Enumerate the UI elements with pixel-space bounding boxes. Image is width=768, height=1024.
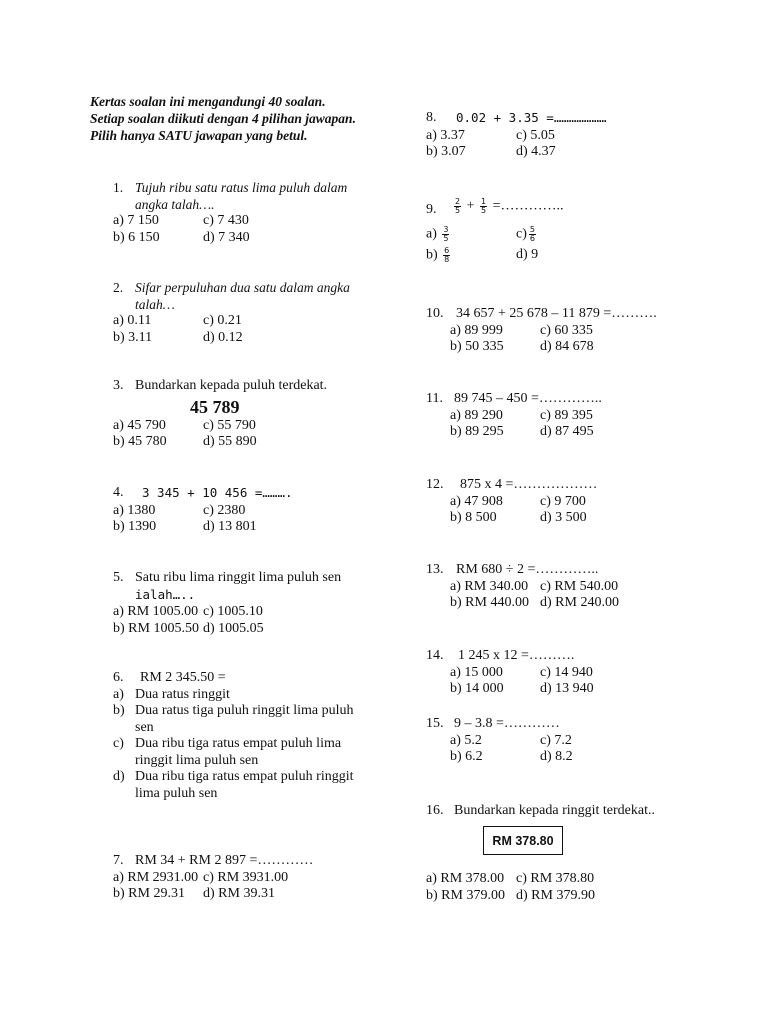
option-a[interactable]: a) 45 790 bbox=[113, 417, 166, 433]
option-d[interactable]: d) 0.12 bbox=[203, 329, 243, 345]
question-stem-tail: =………….. bbox=[492, 198, 564, 214]
question-number: 12. bbox=[426, 477, 444, 492]
option-d[interactable]: d) 1005.05 bbox=[203, 620, 264, 636]
option-a[interactable]: a) 7 150 bbox=[113, 213, 159, 228]
option-a[interactable]: a) 47 908 bbox=[450, 493, 503, 509]
option-c[interactable]: c) RM 3931.00 bbox=[203, 869, 289, 885]
amount-box: RM 378.80 bbox=[483, 826, 563, 855]
question-6 bbox=[113, 670, 383, 802]
option-c[interactable]: c) 14 940 bbox=[540, 664, 593, 680]
option-b[interactable]: b) 3.11 bbox=[113, 329, 153, 345]
question-16-options bbox=[426, 871, 726, 904]
option-b[interactable]: b) RM 1005.50 bbox=[113, 620, 199, 636]
question-number: 4. bbox=[113, 485, 124, 500]
question-3 bbox=[113, 378, 383, 451]
options bbox=[113, 503, 383, 536]
option-b[interactable]: b) 89 295 bbox=[450, 424, 504, 439]
question-13 bbox=[426, 562, 726, 612]
question-value: 45 789 bbox=[190, 396, 240, 417]
option-b[interactable]: b) 14 000 bbox=[450, 681, 504, 696]
option-a[interactable]: a) $\frac{3}{5}$ bbox=[426, 225, 449, 243]
option-b[interactable]: b) 6 150 bbox=[113, 229, 160, 245]
option-a[interactable]: a) RM 2931.00 bbox=[113, 869, 199, 885]
option-c[interactable] bbox=[113, 736, 383, 769]
options bbox=[113, 604, 383, 637]
options bbox=[450, 323, 726, 356]
question-stem: Bundarkan kepada ringgit terdekat.. bbox=[454, 803, 655, 818]
question-stem-cont: talah… bbox=[135, 296, 175, 312]
option-b[interactable]: b) 3.07 bbox=[426, 144, 466, 159]
option-a[interactable]: a) 1380 bbox=[113, 502, 156, 518]
option-d[interactable]: d) 13 801 bbox=[203, 519, 257, 534]
question-number: 3. bbox=[113, 378, 124, 393]
options bbox=[450, 579, 726, 612]
option-c[interactable]: c) 7 430 bbox=[203, 213, 249, 228]
option-label: b) bbox=[113, 703, 125, 718]
option-d[interactable]: d) RM 39.31 bbox=[203, 886, 275, 901]
option-a[interactable]: a) 3.37 bbox=[426, 127, 465, 143]
question-15 bbox=[426, 716, 726, 766]
option-c[interactable]: c) 5.05 bbox=[516, 127, 555, 143]
fraction: $\frac{2}{5}$ bbox=[455, 197, 461, 215]
option-d[interactable]: d) 55 890 bbox=[203, 434, 257, 449]
instructions bbox=[90, 93, 356, 144]
question-2 bbox=[113, 280, 383, 346]
question-10 bbox=[426, 306, 726, 356]
question-number: 8. bbox=[426, 110, 437, 125]
question-number: 6. bbox=[113, 670, 124, 685]
option-a[interactable]: a) RM 378.00 bbox=[426, 871, 505, 886]
fraction: $\frac{1}{5}$ bbox=[481, 197, 487, 215]
option-a[interactable] bbox=[113, 687, 383, 704]
options bbox=[450, 408, 726, 441]
options bbox=[450, 733, 726, 766]
question-7 bbox=[113, 853, 383, 903]
option-b[interactable]: b) 50 335 bbox=[450, 339, 504, 354]
option-d[interactable]: d) 13 940 bbox=[540, 681, 594, 696]
question-number: 7. bbox=[113, 853, 124, 868]
option-d[interactable]: d) 4.37 bbox=[516, 144, 556, 159]
option-b[interactable]: b) 6.2 bbox=[450, 749, 483, 764]
option-a[interactable]: a) RM 340.00 bbox=[450, 578, 529, 594]
question-number: 2. bbox=[113, 280, 124, 295]
option-d[interactable]: d) 84 678 bbox=[540, 339, 594, 354]
question-1 bbox=[113, 180, 383, 246]
question-number: 10. bbox=[426, 306, 444, 321]
question-stem: 9 – 3.8 =………… bbox=[454, 716, 560, 731]
option-d[interactable]: d) 9 bbox=[516, 247, 539, 263]
question-4 bbox=[113, 485, 383, 536]
option-c[interactable]: c) RM 540.00 bbox=[540, 578, 619, 594]
option-c[interactable]: c) RM 378.80 bbox=[516, 871, 595, 886]
question-9 bbox=[426, 198, 726, 264]
option-text: Dua ribu tiga ratus empat puluh ringgit bbox=[135, 769, 354, 784]
option-d[interactable]: d) 3 500 bbox=[540, 510, 587, 525]
option-text-cont: sen bbox=[135, 719, 154, 735]
options bbox=[113, 213, 383, 246]
option-c[interactable]: c) 55 790 bbox=[203, 417, 256, 433]
question-14 bbox=[426, 648, 726, 698]
option-b[interactable]: b) 8 500 bbox=[450, 510, 497, 525]
question-number: 15. bbox=[426, 716, 444, 731]
question-number: 16. bbox=[426, 803, 444, 818]
question-stem: 3 345 + 10 456 =………. bbox=[142, 485, 293, 500]
instructions-line-2: Setiap soalan diikuti dengan 4 pilihan jawapan. bbox=[90, 111, 356, 126]
question-number: 9. bbox=[426, 202, 437, 217]
option-label: d) bbox=[113, 769, 125, 784]
option-a[interactable]: a) 0.11 bbox=[113, 313, 152, 328]
option-text-cont: lima puluh sen bbox=[135, 785, 218, 801]
options bbox=[426, 226, 726, 264]
option-b[interactable]: b) $\frac{6}{8}$ bbox=[426, 246, 450, 265]
question-stem-cont: ialah….. bbox=[135, 586, 196, 602]
question-stem: Satu ribu lima ringgit lima puluh sen bbox=[135, 570, 342, 585]
question-stem: RM 34 + RM 2 897 =………… bbox=[135, 853, 314, 868]
question-number: 13. bbox=[426, 562, 444, 577]
option-b[interactable]: b) 1390 bbox=[113, 519, 157, 534]
option-c[interactable]: c) 60 335 bbox=[540, 322, 593, 338]
option-label: c) bbox=[113, 736, 124, 751]
question-stem: Sifar perpuluhan dua satu dalam angka bbox=[135, 280, 350, 295]
option-text: Dua ratus ringgit bbox=[135, 686, 230, 702]
question-stem: 875 x 4 =……………… bbox=[460, 477, 598, 492]
option-text-cont: ringgit lima puluh sen bbox=[135, 752, 259, 768]
option-c[interactable]: c) 2380 bbox=[203, 502, 246, 518]
option-a[interactable]: a) RM 1005.00 bbox=[113, 604, 199, 619]
options bbox=[113, 313, 383, 346]
question-stem: RM 2 345.50 = bbox=[140, 670, 226, 685]
option-b[interactable]: b) RM 379.00 bbox=[426, 887, 505, 903]
option-a[interactable]: a) 15 000 bbox=[450, 664, 503, 680]
instructions-line-1: Kertas soalan ini mengandungi 40 soalan. bbox=[90, 94, 326, 109]
question-stem: Bundarkan kepada puluh terdekat. bbox=[135, 378, 328, 393]
question-stem: 89 745 – 450 =………….. bbox=[454, 391, 602, 406]
option-b[interactable]: b) RM 29.31 bbox=[113, 886, 185, 901]
option-d[interactable] bbox=[113, 769, 383, 802]
option-label: a) bbox=[113, 686, 124, 702]
option-c[interactable]: c) 89 395 bbox=[540, 407, 593, 423]
option-a[interactable]: a) 5.2 bbox=[450, 732, 482, 748]
option-c[interactable]: c) $\frac{5}{6}$ bbox=[516, 225, 535, 243]
option-a[interactable]: a) 89 999 bbox=[450, 322, 503, 338]
question-stem: 1 245 x 12 =………. bbox=[458, 648, 575, 663]
question-stem: Tujuh ribu satu ratus lima puluh dalam bbox=[135, 180, 348, 195]
question-stem-cont: angka talah…. bbox=[135, 196, 215, 212]
question-11 bbox=[426, 391, 726, 441]
options bbox=[426, 128, 726, 161]
option-c[interactable]: c) 9 700 bbox=[540, 493, 586, 509]
option-c[interactable]: c) 7.2 bbox=[540, 732, 572, 748]
question-stem: RM 680 ÷ 2 =………….. bbox=[456, 562, 599, 577]
instructions-line-3: Pilih hanya SATU jawapan yang betul. bbox=[90, 128, 308, 143]
option-c[interactable]: c) 1005.10 bbox=[203, 604, 263, 619]
option-a[interactable]: a) 89 290 bbox=[450, 407, 503, 423]
question-number: 11. bbox=[426, 391, 443, 406]
question-12 bbox=[426, 477, 726, 527]
option-c[interactable]: c) 0.21 bbox=[203, 313, 242, 328]
option-text: Dua ribu tiga ratus empat puluh lima bbox=[135, 736, 342, 751]
option-b[interactable]: b) RM 440.00 bbox=[450, 595, 529, 610]
options bbox=[450, 494, 726, 527]
question-5 bbox=[113, 570, 383, 637]
option-d[interactable]: d) RM 240.00 bbox=[540, 595, 619, 610]
option-d[interactable]: d) 87 495 bbox=[540, 424, 594, 439]
question-number: 5. bbox=[113, 570, 124, 585]
options bbox=[450, 665, 726, 698]
option-text: Dua ratus tiga puluh ringgit lima puluh bbox=[135, 703, 354, 718]
options bbox=[426, 871, 726, 904]
question-number: 14. bbox=[426, 648, 444, 663]
question-stem: 0.02 + 3.35 =………………… bbox=[456, 110, 607, 125]
question-number: 1. bbox=[113, 180, 124, 195]
question-stem: 34 657 + 25 678 – 11 879 =………. bbox=[456, 306, 657, 321]
question-8 bbox=[426, 110, 726, 161]
options bbox=[113, 870, 383, 903]
options bbox=[113, 418, 383, 451]
option-b[interactable] bbox=[113, 703, 383, 736]
plus-sign: + bbox=[466, 198, 475, 214]
question-16 bbox=[426, 803, 726, 820]
option-b[interactable]: b) 45 780 bbox=[113, 434, 167, 449]
option-d[interactable]: d) RM 379.90 bbox=[516, 887, 595, 903]
option-d[interactable]: d) 8.2 bbox=[540, 749, 573, 764]
option-d[interactable]: d) 7 340 bbox=[203, 229, 250, 245]
